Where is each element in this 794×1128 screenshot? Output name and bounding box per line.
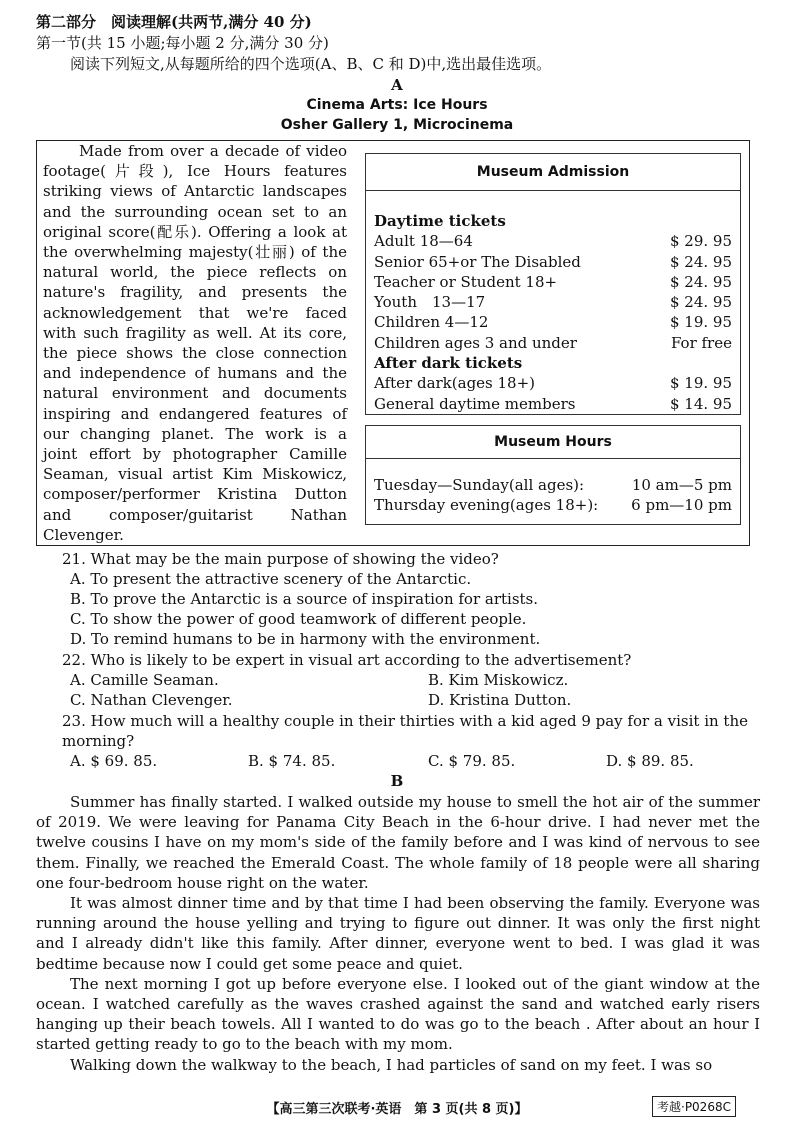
passage-a-paragraph: Made from over a decade of video footage(片段), Ice Hours features striking views of Antarctic landscapes and the surrounding ocean set to an original score(配乐). Offering a look at the overwhelming majesty(壮丽) of the natural world, the piece reflects on nature's fragility, and presents the acknowledgement that we're faced with such fragility as well. At its core, the piece shows the close connection and independence of humans and the natural environment and documents inspiring and endangered features of our changing planet. The work is a joint effort by photographer Camille Seaman, visual artist Kim Miskowicz, composer/performer Kristina Dutton and composer/guitarist Nathan Clevenger.	[43, 142, 347, 544]
q21-option-c: C. To show the power of good teamwork of different people.	[70, 610, 527, 628]
q21-option-b: B. To prove the Antarctic is a source of inspiration for artists.	[70, 590, 539, 608]
admission-title: Museum Admission	[366, 154, 740, 191]
afterdark-ticket-value: $ 19. 95	[669, 374, 732, 393]
daytime-ticket-label: Youth 13—17	[374, 293, 486, 312]
q21-stem: 21. What may be the main purpose of showing the video?	[62, 550, 499, 568]
passage-b-p3: The next morning I got up before everyone else. I looked out of the giant window at the ocean. I watched carefully as the waves crashed against the sand and watched early risers hanging up their beach towels. All I wanted to do was go to the beach . After about an hour I started getting ready to go to the beach with my mom.	[36, 974, 760, 1054]
passage-a-letter: A	[391, 76, 403, 94]
q23-stem: 23. How much will a healthy couple in their thirties with a kid aged 9 pay for a visit in the	[62, 712, 749, 730]
afterdark-ticket-row	[366, 394, 740, 414]
passage-b-p2: It was almost dinner time and by that time I had been observing the family. Everyone was running around the house yelling and trying to figure out dinner. It was only the first night and I already didn't like this family. After dinner, everyone went to bed. I was glad it was bedtime because now I could get some peace and quiet.	[36, 894, 760, 973]
daytime-heading: Daytime tickets	[374, 212, 506, 230]
daytime-ticket-value: For free	[670, 333, 732, 352]
passage-a-box	[36, 140, 750, 546]
exam-code: 考越·P0268C	[652, 1096, 736, 1117]
passage-b-body	[36, 792, 760, 1075]
daytime-ticket-label: Teacher or Student 18+	[374, 272, 558, 291]
afterdark-ticket-label: After dark(ages 18+)	[374, 374, 536, 393]
hours-label: Thursday evening(ages 18+):	[374, 496, 599, 515]
q22-stem: 22. Who is likely to be expert in visual art according to the advertisement?	[62, 651, 632, 669]
section-heading: 第一节(共 15 小题;每小题 2 分,满分 30 分)	[36, 34, 329, 52]
passage-a-body	[43, 141, 347, 545]
q22-option-b: B. Kim Miskowicz.	[428, 671, 569, 689]
hours-row	[366, 495, 740, 515]
afterdark-rows	[366, 373, 740, 414]
museum-admission-table	[365, 153, 741, 415]
daytime-ticket-value: $ 29. 95	[669, 232, 732, 251]
part-heading: 第二部分 阅读理解(共两节,满分 40 分)	[36, 13, 312, 31]
q23-option-b: B. $ 74. 85.	[248, 752, 336, 770]
q23-option-c: C. $ 79. 85.	[428, 752, 516, 770]
hours-label: Tuesday—Sunday(all ages):	[374, 476, 585, 494]
daytime-ticket-value: $ 24. 95	[669, 272, 732, 291]
hours-value: 6 pm—10 pm	[631, 496, 732, 515]
passage-b-p1: Summer has finally started. I walked outside my house to smell the hot air of the summer of 2019. We were leaving for Panama City Beach in the 6-hour drive. I had never met the twelve cousins I have on my mom's side of the family before and I was kind of nervous to see them. Finally, we reached the Emerald Coast. The whole family of 18 people were all sharing one four-bedroom house right on the water.	[36, 793, 760, 892]
hours-rows	[366, 475, 740, 516]
daytime-ticket-row	[366, 272, 740, 292]
daytime-ticket-value: $ 24. 95	[669, 252, 732, 271]
q22-option-d: D. Kristina Dutton.	[428, 691, 572, 709]
afterdark-heading: After dark tickets	[374, 354, 523, 373]
afterdark-ticket-row	[366, 373, 740, 393]
daytime-ticket-row	[366, 292, 740, 312]
hours-title: Museum Hours	[366, 426, 740, 459]
q23-stem-cont: morning?	[62, 732, 135, 750]
passage-b-letter: B	[390, 772, 404, 790]
q23-option-d: D. $ 89. 85.	[606, 752, 694, 770]
passage-a-subtitle: Osher Gallery 1, Microcinema	[280, 117, 514, 133]
hours-value: 10 am—5 pm	[631, 476, 732, 494]
daytime-ticket-row	[366, 333, 740, 353]
q22-option-a: A. Camille Seaman.	[70, 671, 219, 689]
q21-option-a: A. To present the attractive scenery of the Antarctic.	[70, 570, 472, 588]
daytime-ticket-row	[366, 252, 740, 272]
daytime-ticket-value: $ 24. 95	[669, 293, 732, 312]
museum-hours-table	[365, 425, 741, 525]
q22-option-c: C. Nathan Clevenger.	[70, 691, 233, 709]
daytime-ticket-label: Children ages 3 and under	[374, 333, 577, 352]
passage-a-title: Cinema Arts: Ice Hours	[306, 97, 488, 113]
page-footer: 【高三第三次联考·英语 第 3 页(共 8 页)】	[266, 1102, 528, 1117]
daytime-ticket-value: $ 19. 95	[669, 313, 732, 332]
passage-b-p4: Walking down the walkway to the beach, I had particles of sand on my feet. I was so	[70, 1055, 713, 1074]
afterdark-ticket-value: $ 14. 95	[669, 394, 732, 413]
daytime-ticket-row	[366, 231, 740, 251]
instruction: 阅读下列短文,从每题所给的四个选项(A、B、C 和 D)中,选出最佳选项。	[70, 55, 552, 73]
q21-option-d: D. To remind humans to be in harmony with the environment.	[70, 630, 541, 648]
daytime-ticket-row	[366, 312, 740, 332]
daytime-ticket-label: Children 4—12	[374, 313, 489, 332]
hours-row	[366, 475, 740, 495]
q23-option-a: A. $ 69. 85.	[70, 752, 158, 770]
afterdark-ticket-label: General daytime members	[374, 394, 576, 413]
daytime-ticket-label: Adult 18—64	[374, 232, 473, 251]
daytime-ticket-label: Senior 65+or The Disabled	[374, 252, 581, 271]
daytime-rows	[366, 231, 740, 353]
